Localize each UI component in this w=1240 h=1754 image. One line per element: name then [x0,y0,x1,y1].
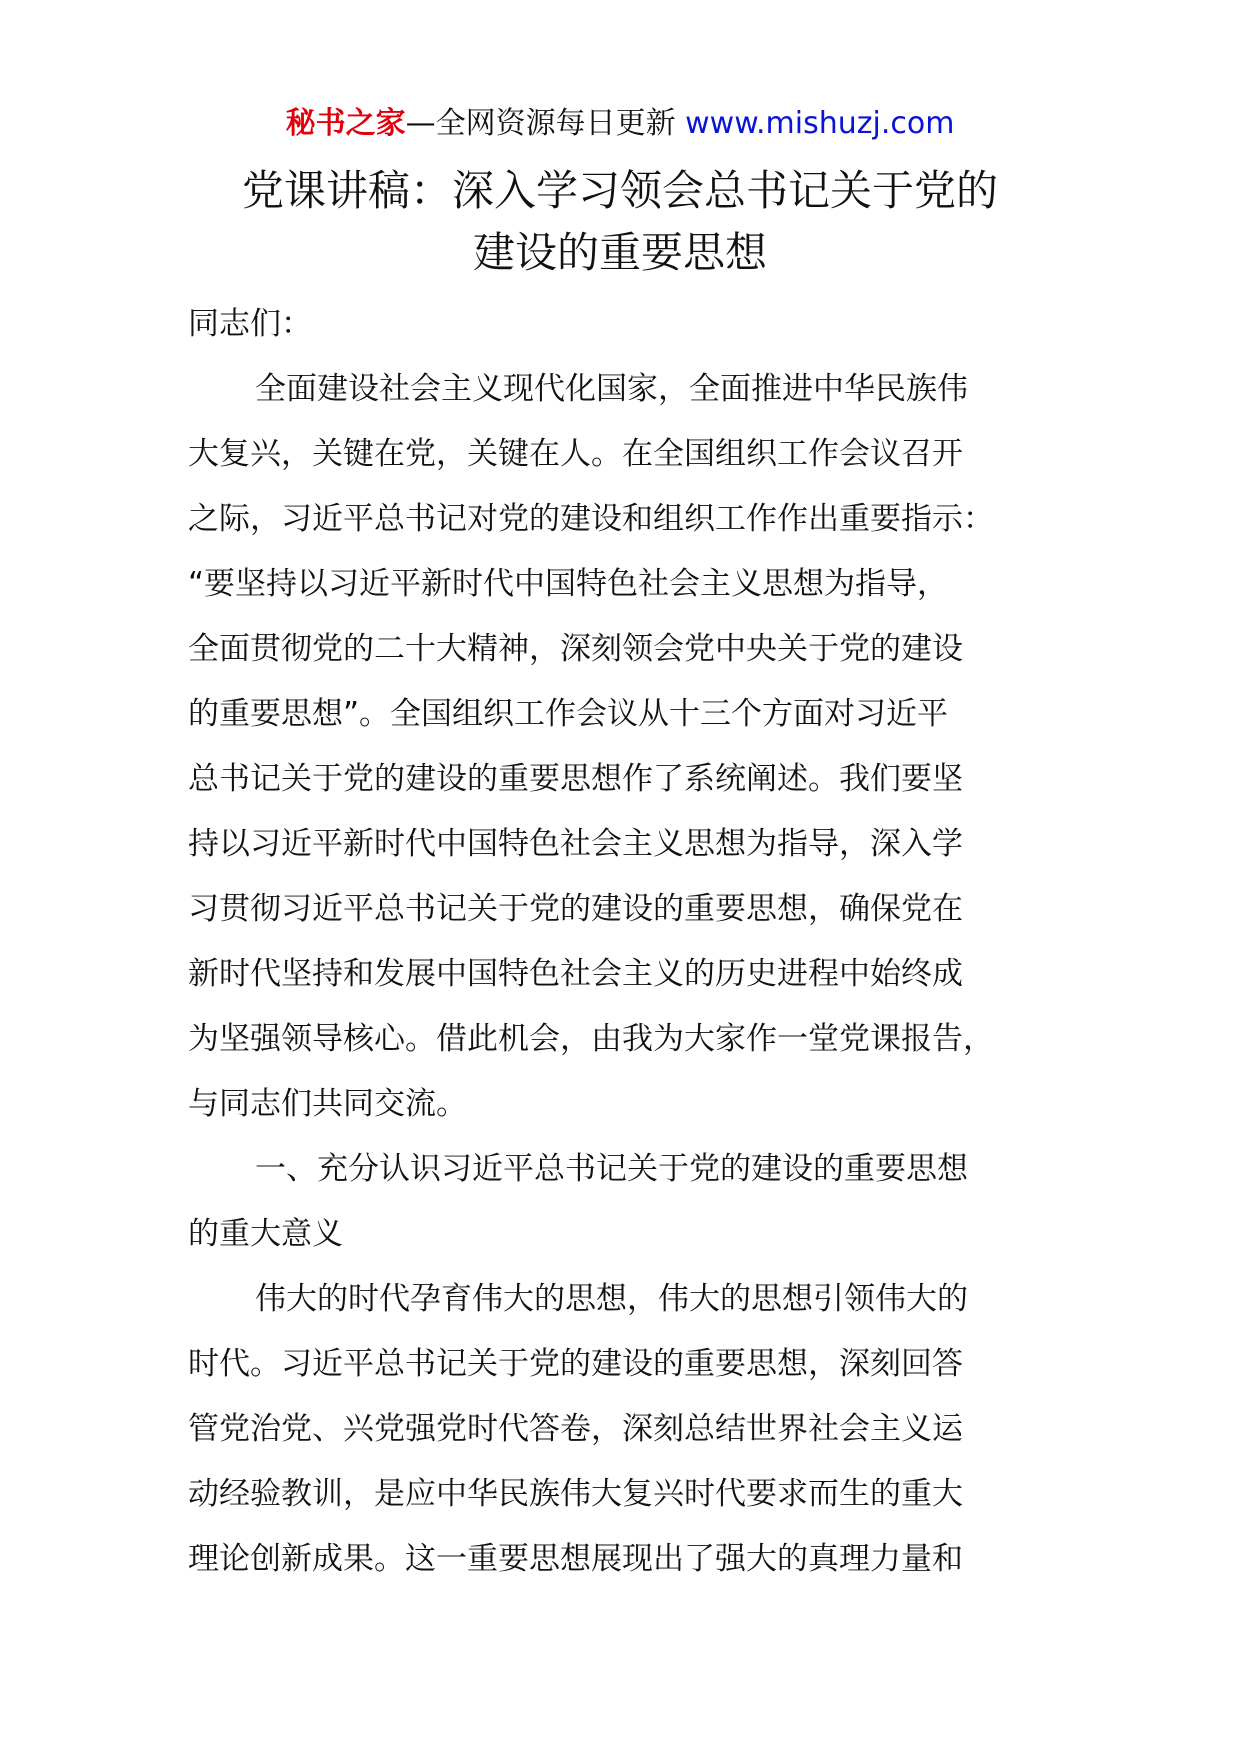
paragraph-line: 的重要思想”。全国组织工作会议从十三个方面对习近平 [188,696,949,732]
paragraph-line: 习贯彻习近平总书记关于党的建设的重要思想，确保党在 [188,891,963,927]
paragraph-line: 时代。习近平总书记关于党的建设的重要思想，深刻回答 [188,1346,963,1382]
section-heading-line: 的重大意义 [188,1216,343,1252]
paragraph-line: 全面贯彻党的二十大精神，深刻领会党中央关于党的建设 [188,631,963,667]
paragraph-line: 总书记关于党的建设的重要思想作了系统阐述。我们要坚 [188,761,963,797]
paragraph-line: 新时代坚持和发展中国特色社会主义的历史进程中始终成 [188,956,963,992]
title-line-2: 建设的重要思想 [472,228,767,277]
title-line-1: 党课讲稿：深入学习领会总书记关于党的 [241,166,998,215]
paragraph-line: 管党治党、兴党强党时代答卷，深刻总结世界社会主义运 [188,1411,963,1447]
paragraph-line: 与同志们共同交流。 [188,1086,467,1122]
paragraph-line: 理论创新成果。这一重要思想展现出了强大的真理力量和 [188,1541,963,1577]
document-title [150,160,1090,284]
paragraph-line: 为坚强领导核心。借此机会，由我为大家作一堂党课报告， [188,1021,994,1057]
salutation: 同志们： [188,306,312,342]
site-tagline: —全网资源每日更新 [405,106,676,141]
paragraph-line: 之际，习近平总书记对党的建设和组织工作作出重要指示： [188,501,994,537]
paragraph-line: 大复兴，关键在党，关键在人。在全国组织工作会议召开 [188,436,963,472]
paragraph-line: 伟大的时代孕育伟大的思想，伟大的思想引领伟大的 [255,1281,968,1317]
section-heading-line: 一、充分认识习近平总书记关于党的建设的重要思想 [255,1151,968,1187]
paragraph-line: 持以习近平新时代中国特色社会主义思想为指导，深入学 [188,826,963,862]
site-header [0,100,1240,148]
paragraph-line: 动经验教训，是应中华民族伟大复兴时代要求而生的重大 [188,1476,963,1512]
paragraph-line: “要坚持以习近平新时代中国特色社会主义思想为指导， [188,566,949,602]
paragraph-line: 全面建设社会主义现代化国家，全面推进中华民族伟 [255,371,968,407]
site-url[interactable]: www.mishuzj.com [685,106,955,141]
document-body [188,292,1068,1592]
site-brand: 秘书之家 [285,106,406,141]
